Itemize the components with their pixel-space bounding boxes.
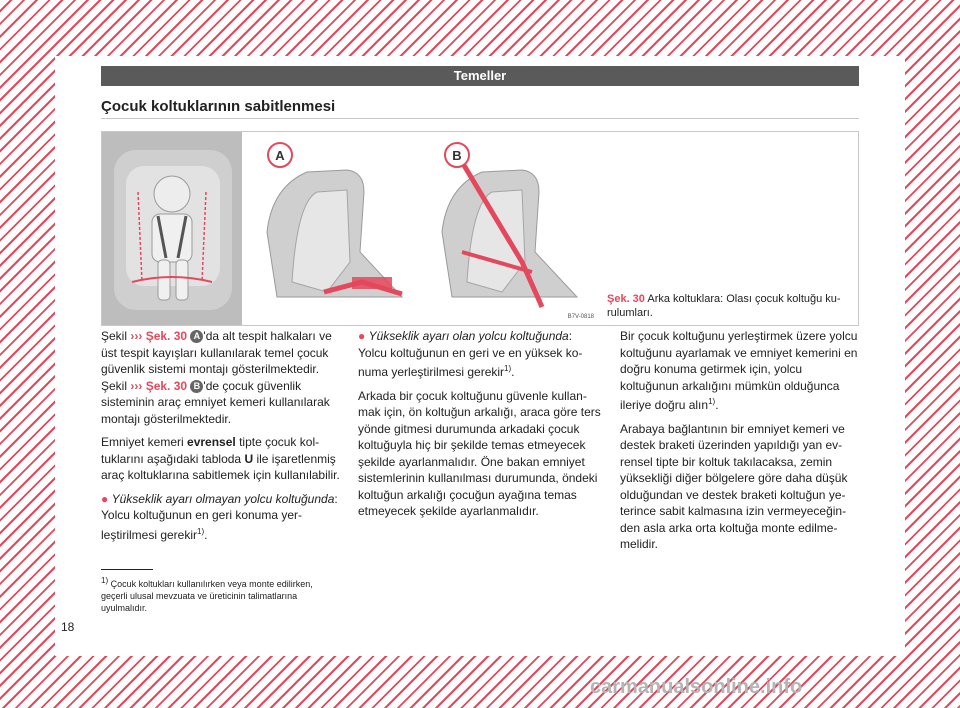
paragraph: Arkada bir çocuk koltuğunu güvenle kullanmak için, ön koltuğun arkalığı, araca göre ters yönde gitmesi durumunda arkadaki çocuk koltuğuyla hiç bir şekilde temas etmeyecek şekilde ayarlanmalıdır. Öne bakan emniyet sistemlerinin kullanılması durumunda, öndeki koltuğun arkalığı çocuğun ayağına temas etmeyecek şekilde ayarlanmalıdır. bbox=[358, 388, 601, 518]
figure-caption bbox=[607, 292, 855, 320]
marker-a: A bbox=[190, 330, 203, 343]
text: ile işaretlenmiş araç koltuklarına sabitlemek için kullanılabilir. bbox=[101, 451, 340, 482]
footnote-ref: 1) bbox=[197, 526, 205, 536]
footnote-text: Çocuk koltukları kullanılırken veya monte edilirken, geçerli ulusal mevzuata ve üreticinin talimatlarına uyulmalıdır. bbox=[101, 579, 313, 613]
paragraph: Arabaya bağlantının bir emniyet kemeri ve destek braketi üzerinden yapıldığı yan evrensel tipte bir koltuk takılacaksa, zemin yüksekliği diğer bölgelere göre daha düşük olduğundan ve destek braketi koltuğun yeterince sabit kalmasına izin vermeyeceğinden asla arka orta koltuğa monte edilmemelidir. bbox=[620, 421, 848, 551]
page-number: 18 bbox=[61, 620, 75, 634]
text: . bbox=[204, 527, 208, 542]
paragraph bbox=[620, 328, 860, 414]
figure-30 bbox=[101, 131, 859, 326]
bullet-icon: ● bbox=[358, 329, 366, 343]
child-seat-illustration bbox=[102, 132, 599, 325]
figure-label-a: A bbox=[275, 148, 285, 163]
cross-ref-link[interactable]: Şek. 30 bbox=[145, 329, 188, 343]
bullet-icon: ● bbox=[101, 491, 109, 506]
footnote-ref: 1) bbox=[708, 397, 716, 406]
bullet-item bbox=[358, 328, 603, 381]
panel-child-front-view bbox=[102, 132, 242, 325]
footnote bbox=[101, 575, 341, 614]
figure-label-b: B bbox=[452, 148, 462, 163]
text: 'da alt tespit halkaları ve üst tespit kayışları kullanılarak temel çocuk güvenlik sistemi montajı gösterilmektedir. Şekil bbox=[101, 329, 332, 393]
figure-code: B7V-0818 bbox=[567, 314, 594, 320]
text: Bir çocuk koltuğunu yerleştirmek üzere yolcu koltuğunu ayarlamak ve emniyet kemerini en doğru konuma getirmek için, yolcu koltuğunun arkalığını mümkün olduğunca ileriye doğru alın bbox=[620, 329, 858, 412]
text: . bbox=[511, 365, 515, 379]
text: Emniyet kemeri bbox=[101, 435, 188, 449]
text: : Yolcu koltuğunun en geri konuma yerleştirilmesi gerekir bbox=[101, 491, 338, 542]
text: 'de çocuk güvenlik sisteminin araç emniyet kemeri kullanılarak montajı gösterilmektedir. bbox=[101, 378, 330, 426]
footnote-number: 1) bbox=[101, 576, 109, 585]
panel-a-isofix bbox=[244, 132, 422, 325]
text: : Yolcu koltuğunun en geri ve en yüksek konuma yerleştirilmesi gerekir bbox=[358, 329, 583, 379]
text-column-3 bbox=[620, 328, 860, 560]
section-title: Çocuk koltuklarının sabitlenmesi bbox=[101, 98, 336, 115]
bold-term: U bbox=[244, 451, 254, 466]
caption-text: Arka koltuklara: Olası çocuk koltuğu kurulumları. bbox=[607, 293, 841, 319]
manual-page bbox=[55, 56, 905, 656]
cross-ref-arrows: ››› bbox=[130, 378, 143, 393]
watermark: carmanualsonline.info bbox=[590, 676, 803, 698]
paragraph bbox=[101, 328, 341, 427]
text: . bbox=[715, 398, 719, 412]
cross-ref-link[interactable]: Şek. 30 bbox=[145, 378, 188, 393]
bold-term: evrensel bbox=[187, 435, 236, 449]
text: tipte çocuk koltuklarını aşağıdaki tabloda bbox=[101, 435, 320, 466]
text-column-2 bbox=[358, 328, 603, 527]
cross-ref-arrows: ››› bbox=[130, 329, 143, 343]
italic-heading: Yükseklik ayarı olmayan yolcu koltuğunda bbox=[111, 491, 335, 506]
text: Şekil bbox=[101, 329, 131, 343]
paragraph bbox=[101, 434, 341, 484]
marker-b: B bbox=[190, 380, 203, 393]
footnote-ref: 1) bbox=[504, 364, 512, 373]
chapter-header: Temeller bbox=[101, 66, 859, 86]
title-divider bbox=[101, 118, 859, 119]
text-column-1 bbox=[101, 328, 341, 550]
footnote-divider bbox=[101, 569, 153, 570]
caption-ref: Şek. 30 bbox=[607, 293, 645, 305]
bullet-item bbox=[101, 491, 341, 544]
panel-b-belt bbox=[424, 132, 599, 325]
italic-heading: Yükseklik ayarı olan yolcu koltuğunda bbox=[368, 329, 569, 343]
